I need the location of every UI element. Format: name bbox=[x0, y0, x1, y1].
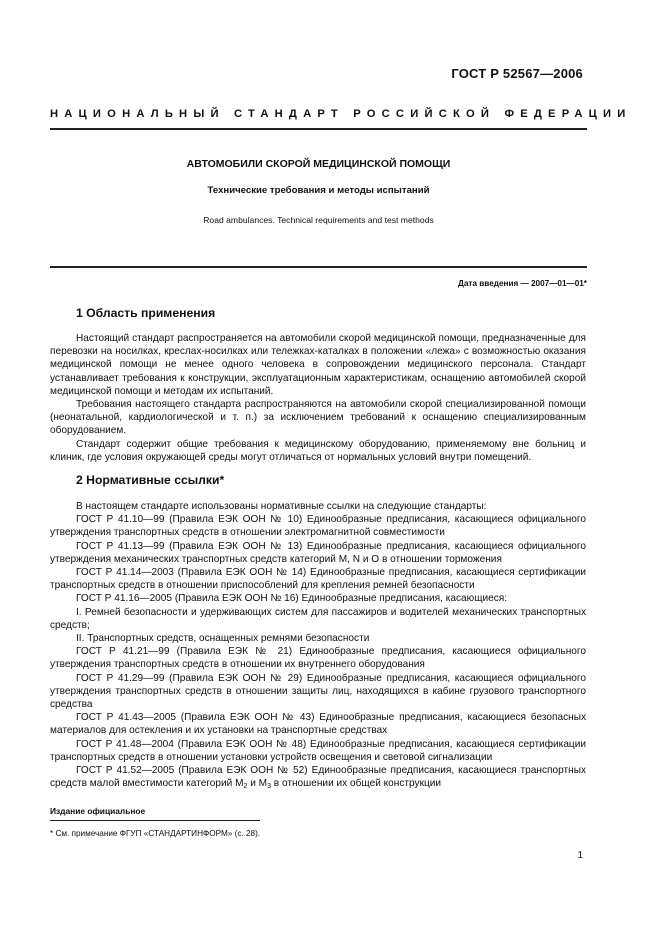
title-divider bbox=[50, 266, 587, 268]
reference-item: ГОСТ Р 41.10—99 (Правила ЕЭК ООН № 10) Единообразные предписания, касающиеся официального утверждения транспортных средств в отношении электромагнитной совместимости bbox=[50, 514, 586, 539]
section-1-paragraph: Стандарт содержит общие требования к медицинскому оборудованию, применяемому вне больниц и клиник, где условия окружающей среды могут отличаться от нормальных условий внутри помещений. bbox=[50, 438, 586, 463]
official-edition-label: Издание официальное bbox=[50, 806, 146, 816]
reference-item: ГОСТ Р 41.14—2003 (Правила ЕЭК ООН № 14) Единообразные предписания, касающиеся сертификации транспортных средств в отношении приспособлений для крепления ремней безопасности bbox=[50, 567, 586, 592]
top-divider bbox=[50, 128, 587, 130]
category-subscript: 3 bbox=[267, 783, 271, 791]
reference-item: ГОСТ Р 41.16—2005 (Правила ЕЭК ООН № 16) Единообразные предписания, касающиеся: bbox=[76, 593, 508, 605]
section-1-heading: 1 Область применения bbox=[76, 306, 216, 320]
section-2-body bbox=[50, 500, 586, 793]
category-subscript: 2 bbox=[243, 783, 248, 791]
section-1-paragraph: Требования настоящего стандарта распространяются на автомобили скорой специализированной помощи (неонатальной, кардиологической и т. п.) за исключением требований к оснащению специализированным оборудованием. bbox=[50, 399, 586, 437]
english-title: Road ambulances. Technical requirements and test methods bbox=[203, 215, 434, 225]
reference-item: ГОСТ Р 41.13—99 (Правила ЕЭК ООН № 13) Единообразные предписания, касающиеся официального утверждения механических транспортных средств категорий M, N и O в отношении торможения bbox=[50, 540, 586, 565]
section-2-intro: В настоящем стандарте использованы нормативные ссылки на следующие стандарты: bbox=[76, 501, 487, 512]
document-title: АВТОМОБИЛИ СКОРОЙ МЕДИЦИНСКОЙ ПОМОЩИ bbox=[186, 158, 451, 170]
reference-item: ГОСТ Р 41.48—2004 (Правила ЕЭК ООН № 48) Единообразные предписания, касающиеся сертификации транспортных средств в отношении установки устройств освещения и световой сигнализации bbox=[50, 738, 586, 763]
reference-item: ГОСТ Р 41.21—99 (Правила ЕЭК № 21) Единообразные предписания, касающиеся официального утверждения транспортных средств в отношении их внутреннего оборудования bbox=[50, 646, 586, 671]
page-number: 1 bbox=[577, 850, 583, 861]
reference-last-text: ГОСТ Р 41.52—2005 (Правила ЕЭК ООН № 52) Единообразные предписания, касающиеся транспортных средств малой вместимости категорий M bbox=[50, 765, 586, 790]
section-1-paragraph: Настоящий стандарт распространяется на автомобили скорой медицинской помощи, предназначенные для перевозки на носилках, креслах-носилках или тележках-каталках в положении «лежа» с возможностью оказания медицинской помощи не менее одного человека в сопровождении медицинского персонала. Стандарт устанавливает требования к конструкции, эксплуатационным характеристикам, оснащению автомобилей скорой медицинской помощи и методам их испытаний. bbox=[50, 333, 586, 397]
reference-item: ГОСТ Р 41.43—2005 (Правила ЕЭК ООН № 43) Единообразные предписания, касающиеся безопасных материалов для остекления и их установки на транспортные средствах bbox=[50, 712, 586, 737]
section-2-heading: 2 Нормативные ссылки* bbox=[76, 473, 225, 487]
document-subtitle: Технические требования и методы испытаний bbox=[207, 185, 430, 196]
reference-item-last bbox=[50, 764, 586, 793]
reference-last-text: и M bbox=[247, 778, 268, 790]
reference-subitem: II. Транспортных средств, оснащенных ремнями безопасности bbox=[76, 633, 370, 645]
footnote: * См. примечание ФГУП «СТАНДАРТИНФОРМ» (с. 28). bbox=[50, 829, 261, 838]
reference-subitem: I. Ремней безопасности и удерживающих систем для пассажиров и водителей механических транспортных средств; bbox=[50, 606, 586, 631]
footnote-divider bbox=[50, 820, 260, 821]
gost-code: ГОСТ Р 52567—2006 bbox=[451, 66, 583, 81]
national-standard-banner: НАЦИОНАЛЬНЫЙ СТАНДАРТ РОССИЙСКОЙ ФЕДЕРАЦИИ bbox=[50, 108, 632, 120]
introduction-date: Дата введения — 2007—01—01* bbox=[458, 279, 587, 288]
reference-last-text: в отношении их общей конструкции bbox=[270, 778, 442, 790]
reference-item: ГОСТ Р 41.29—99 (Правила ЕЭК ООН № 29) Единообразные предписания, касающиеся официального утверждения транспортных средств в отношении защиты лиц, находящихся в кабине грузового транспортного средства bbox=[50, 672, 586, 711]
section-1-body bbox=[50, 332, 586, 464]
